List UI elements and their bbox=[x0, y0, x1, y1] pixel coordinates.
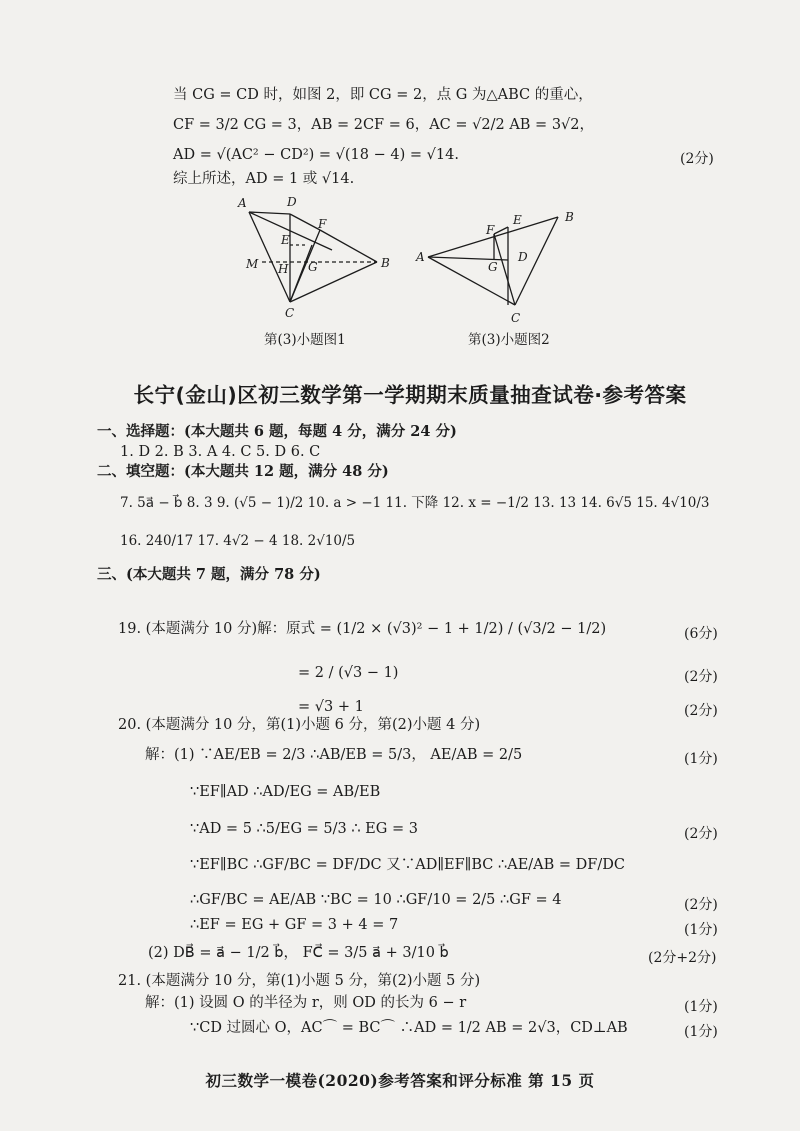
point-label: A bbox=[416, 250, 425, 264]
point-label: C bbox=[511, 311, 521, 325]
geometry-figure-2 bbox=[410, 205, 590, 335]
solution-line: 综上所述，AD = 1 或 √14. bbox=[173, 171, 355, 187]
score-mark: (1分) bbox=[684, 922, 718, 938]
q20-line: (2) DB⃗ = a⃗ − 1/2 b⃗， FC⃗ = 3/5 a⃗ + 3/10 b⃗ bbox=[148, 945, 449, 961]
point-label: M bbox=[246, 257, 259, 271]
point-label: D bbox=[518, 250, 528, 264]
score-mark: (2分) bbox=[684, 826, 718, 842]
solution-line: CF = 3/2 CG = 3，AB = 2CF = 6，AC = √2/2 AB = 3√2， bbox=[173, 117, 595, 133]
q19-line: 19. (本题满分 10 分)解：原式 = (1/2 × (√3)² − 1 + 1/2) / (√3/2 − 1/2) bbox=[118, 621, 607, 637]
point-label: B bbox=[565, 210, 574, 224]
score-mark: (2分) bbox=[684, 897, 718, 913]
q21-line: ∵CD 过圆心 O，AC⌒ = BC⌒ ∴AD = 1/2 AB = 2√3，CD⊥AB bbox=[190, 1020, 628, 1036]
score-mark: (1分) bbox=[684, 751, 718, 767]
page-footer: 初三数学一模卷(2020)参考答案和评分标准 第 15 页 bbox=[205, 1071, 595, 1090]
score-mark: (2分+2分) bbox=[648, 950, 717, 966]
geometry-figure-1 bbox=[232, 190, 402, 340]
q20-line: ∵EF∥AD ∴AD/EG = AB/EB bbox=[190, 784, 381, 800]
solution-line: 当 CG = CD 时，如图 2，即 CG = 2，点 G 为△ABC 的重心， bbox=[173, 87, 593, 103]
q20-line: ∵AD = 5 ∴5/EG = 5/3 ∴ EG = 3 bbox=[190, 821, 418, 837]
section-heading: 三、(本大题共 7 题，满分 78 分) bbox=[97, 566, 321, 583]
point-label: E bbox=[513, 213, 522, 227]
point-label: D bbox=[287, 195, 297, 209]
q20-line: ∴EF = EG + GF = 3 + 4 = 7 bbox=[190, 917, 399, 933]
point-label: F bbox=[318, 217, 327, 231]
score-mark: (6分) bbox=[684, 626, 718, 642]
score-mark: (1分) bbox=[684, 1024, 718, 1040]
solution-line: AD = √(AC² − CD²) = √(18 − 4) = √14. bbox=[173, 147, 459, 163]
fill-answers: 7. 5a⃗ − b⃗ 8. 3 9. (√5 − 1)/2 10. a > −1 11. 下降 12. x = −1/2 13. 13 14. 6√5 15. 4√10/3 bbox=[120, 495, 710, 511]
point-label: G bbox=[308, 260, 318, 274]
q20-heading: 20. (本题满分 10 分，第(1)小题 6 分，第(2)小题 4 分) bbox=[118, 717, 481, 733]
point-label: C bbox=[285, 306, 295, 320]
q20-line: ∴GF/BC = AE/AB ∵BC = 10 ∴GF/10 = 2/5 ∴GF = 4 bbox=[190, 892, 562, 908]
q19-line: = √3 + 1 bbox=[298, 699, 364, 715]
figure-1-caption: 第(3)小题图1 bbox=[264, 332, 346, 348]
section-heading: 二、填空题：(本大题共 12 题，满分 48 分) bbox=[97, 463, 389, 480]
point-label: A bbox=[238, 196, 247, 210]
q20-line: ∵EF∥BC ∴GF/BC = DF/DC 又∵AD∥EF∥BC ∴AE/AB = DF/DC bbox=[190, 857, 625, 873]
score-mark: (2分) bbox=[684, 703, 718, 719]
figure-2-caption: 第(3)小题图2 bbox=[468, 332, 550, 348]
score-mark: (1分) bbox=[684, 999, 718, 1015]
section-heading: 一、选择题：(本大题共 6 题，每题 4 分，满分 24 分) bbox=[97, 423, 457, 440]
point-label: H bbox=[278, 262, 289, 276]
score-mark: (2分) bbox=[680, 151, 714, 167]
point-label: B bbox=[381, 256, 390, 270]
score-mark: (2分) bbox=[684, 669, 718, 685]
page-title: 长宁(金山)区初三数学第一学期期末质量抽查试卷·参考答案 bbox=[133, 383, 687, 407]
point-label: F bbox=[486, 223, 495, 237]
point-label: E bbox=[281, 233, 290, 247]
choice-answers: 1. D 2. B 3. A 4. C 5. D 6. C bbox=[120, 444, 321, 460]
fill-answers: 16. 240/17 17. 4√2 − 4 18. 2√10/5 bbox=[120, 533, 356, 549]
q21-heading: 21. (本题满分 10 分，第(1)小题 5 分，第(2)小题 5 分) bbox=[118, 973, 481, 989]
q21-line: 解：(1) 设圆 O 的半径为 r，则 OD 的长为 6 − r bbox=[145, 995, 467, 1011]
point-label: G bbox=[488, 260, 498, 274]
q19-line: = 2 / (√3 − 1) bbox=[298, 665, 399, 681]
q20-line: 解：(1) ∵AE/EB = 2/3 ∴AB/EB = 5/3， AE/AB = 2/5 bbox=[145, 747, 523, 763]
